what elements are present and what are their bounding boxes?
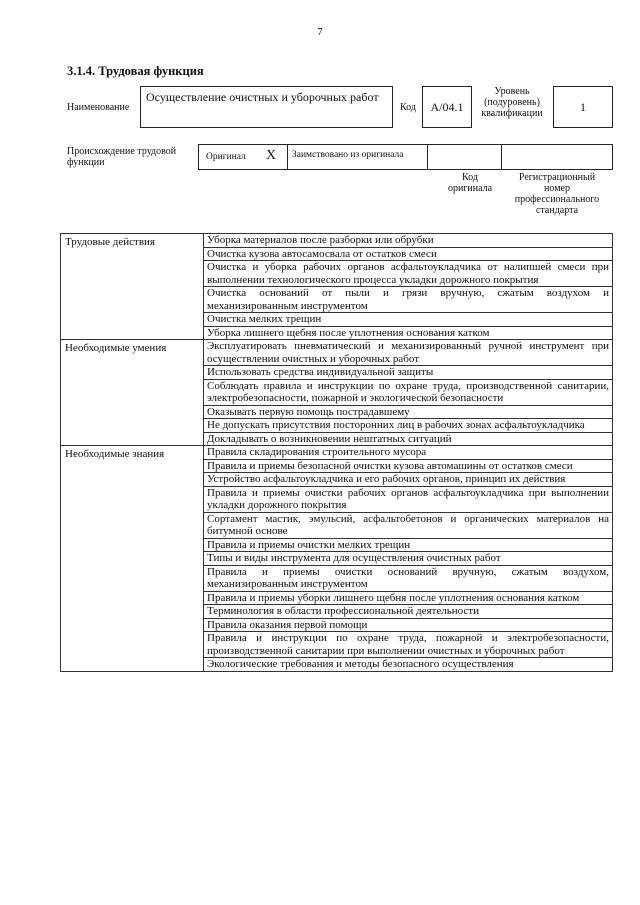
requirement-item: Уборка лишнего щебня после уплотнения основания катком	[204, 326, 613, 340]
requirement-item: Соблюдать правила и инструкции по охране труда, производственной санитарии, электробезопасности, пожарной и экологической безопасности	[204, 379, 613, 405]
requirement-item: Правила и приемы очистки рабочих органов асфальтоукладчика при выполнении укладки дорожного покрытия	[204, 486, 613, 512]
requirement-item: Очистка и уборка рабочих органов асфальтоукладчика от налипшей смеси при выполнении технологического процесса укладки дорожного покрытия	[204, 261, 613, 287]
section-category: Необходимые знания	[61, 446, 204, 672]
requirement-item: Экологические требования и методы безопасного осуществления	[204, 658, 613, 672]
code-label: Код	[400, 102, 416, 113]
requirement-item: Уборка материалов после разборки или обрубки	[204, 234, 613, 248]
reg-number-label: Регистрационный номер профессионального стандарта	[514, 172, 600, 216]
requirement-item: Оказывать первую помощь пострадавшему	[204, 405, 613, 419]
table-row	[61, 340, 613, 366]
requirement-item: Очистка кузова автосамосвала от остатков смеси	[204, 247, 613, 261]
borrowed-label: Заимствовано из оригинала	[292, 150, 404, 160]
requirement-item: Правила оказания первой помощи	[204, 618, 613, 632]
requirement-item: Эксплуатировать пневматический и механизированный ручной инструмент при осуществлении очистных и уборочных работ	[204, 340, 613, 366]
name-value: Осуществление очистных и уборочных работ	[140, 86, 393, 128]
original-label: Оригинал	[206, 152, 246, 162]
requirement-item: Устройство асфальтоукладчика и его рабочих органов, принцип их действия	[204, 473, 613, 487]
origin-divider-2	[427, 144, 428, 170]
level-label: Уровень (подуровень) квалификации	[481, 86, 543, 119]
name-label: Наименование	[67, 102, 130, 113]
section-category: Необходимые умения	[61, 340, 204, 446]
requirement-item: Типы и виды инструмента для осуществления очистных работ	[204, 552, 613, 566]
requirement-item: Правила и инструкции по охране труда, пожарной и электробезопасности, производственной санитарии при выполнении очистных и уборочных работ	[204, 632, 613, 658]
requirement-item: Правила и приемы безопасной очистки кузова автомашины от остатков смеси	[204, 459, 613, 473]
requirement-item: Использовать средства индивидуальной защиты	[204, 366, 613, 380]
content-table	[60, 233, 613, 672]
code-original-label: Код оригинала	[447, 172, 493, 194]
requirement-item: Правила складирования строительного мусора	[204, 446, 613, 460]
section-category: Трудовые действия	[61, 234, 204, 340]
requirement-item: Правила и приемы очистки оснований вручную, сжатым воздухом, механизированным инструментом	[204, 565, 613, 591]
origin-divider-1	[287, 144, 288, 170]
table-row	[61, 234, 613, 248]
page-number: 7	[317, 26, 323, 38]
requirement-item: Очистка мелких трещин	[204, 313, 613, 327]
origin-divider-3	[501, 144, 502, 170]
table-row	[61, 446, 613, 460]
code-value: А/04.1	[422, 86, 472, 128]
origin-label: Происхождение трудовой функции	[67, 146, 177, 168]
level-value: 1	[553, 86, 613, 128]
section-title: 3.1.4. Трудовая функция	[67, 64, 204, 78]
requirement-item: Правила и приемы очистки мелких трещин	[204, 538, 613, 552]
requirement-item: Не допускать присутствия посторонних лиц в рабочих зонах асфальтоукладчика	[204, 419, 613, 433]
requirement-item: Терминология в области профессиональной деятельности	[204, 605, 613, 619]
requirement-item: Правила и приемы уборки лишнего щебня после уплотнения основания катком	[204, 591, 613, 605]
requirement-item: Докладывать о возникновении нештатных ситуаций	[204, 432, 613, 446]
origin-table	[198, 144, 613, 170]
requirement-item: Сортамент мастик, эмульсий, асфальтобетонов и органических материалов на битумной основе	[204, 512, 613, 538]
requirement-item: Очистка оснований от пыли и грязи вручную, сжатым воздухом и механизированным инструментом	[204, 287, 613, 313]
original-mark: X	[266, 148, 277, 163]
